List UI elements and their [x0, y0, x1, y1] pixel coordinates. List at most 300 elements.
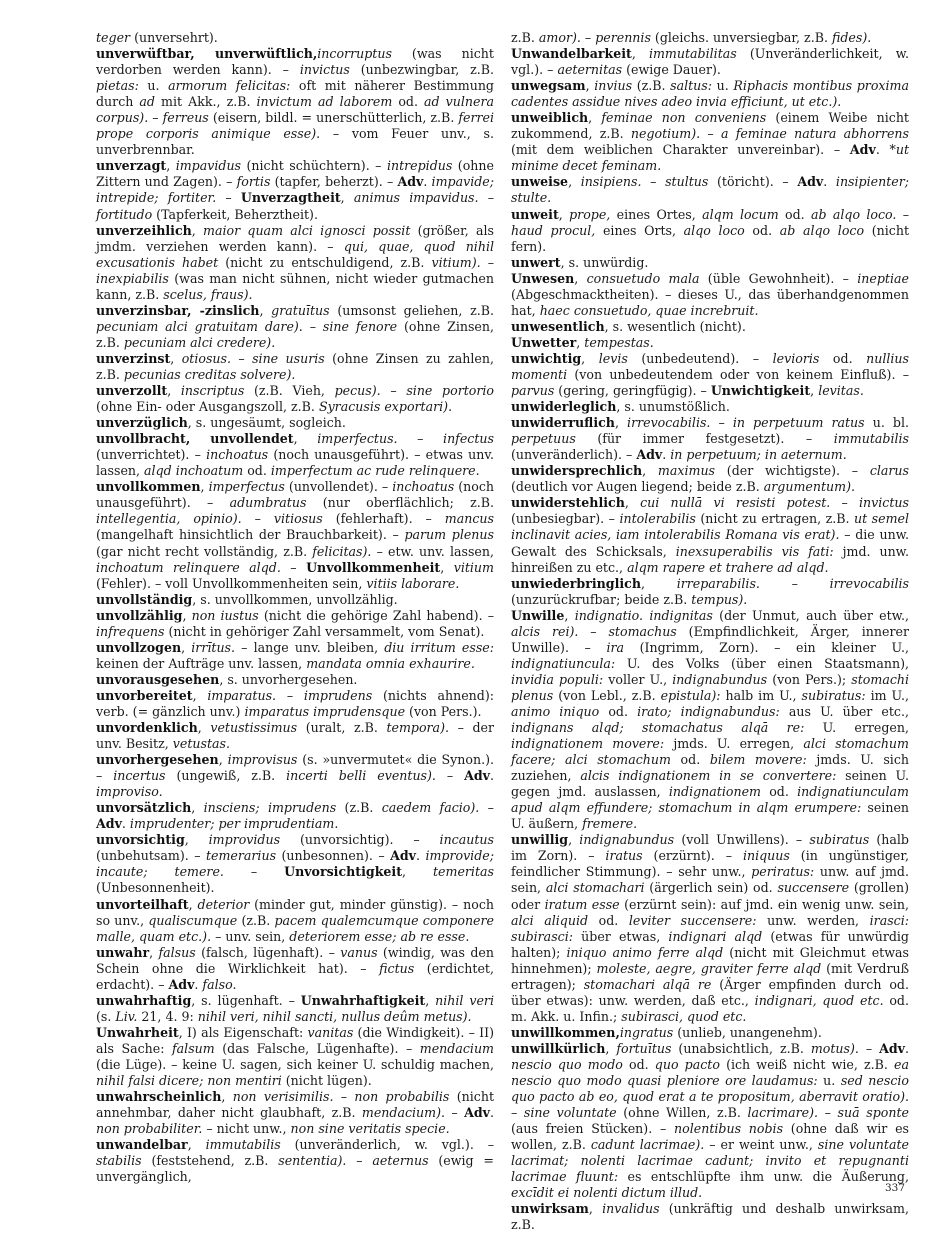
latin-term: insipienter; stulte.: [511, 174, 909, 206]
headword: unwesentlich: [511, 318, 605, 334]
latin-term: incorruptus: [317, 46, 392, 62]
latin-term: suā sponte: [837, 1105, 909, 1121]
latin-term: parum plenus: [404, 527, 494, 543]
entry-text: ,: [200, 479, 209, 495]
entry-text: .: [875, 142, 890, 158]
entry-text: –: [580, 30, 596, 45]
entry-text: –: [380, 383, 407, 399]
dictionary-entry: [96, 832, 494, 896]
latin-term: temerarius: [205, 848, 277, 864]
entry-text: ,: [191, 222, 204, 238]
latin-term: vitium).: [431, 254, 481, 270]
entry-text: (mangelhaft hinsichtlich der Brauchbarkeit). –: [96, 527, 405, 543]
latin-term: fides).: [831, 30, 872, 45]
entry-text: .: [904, 1040, 909, 1056]
dictionary-entry: [96, 720, 494, 752]
entry-text: od.: [819, 350, 867, 366]
entry-text: (aus freien Stücken). –: [511, 1121, 675, 1137]
headword: Adv: [96, 816, 122, 832]
dictionary-entry: [96, 351, 494, 383]
headword: unweit: [511, 206, 559, 222]
entry-text: jmd. unw. hinreißen zu etc.,: [511, 543, 909, 575]
entry-text: (Ingrimm, Zorn). – ein kleiner U.,: [624, 639, 909, 655]
entry-text: im U.,: [865, 687, 909, 703]
entry-text: (das Falsche, Lügenhafte). –: [214, 1040, 420, 1056]
page-number: 337: [884, 1182, 905, 1194]
latin-term: vanus: [340, 944, 378, 960]
entry-text: .: [489, 768, 494, 784]
entry-text: , s. unwürdig.: [560, 254, 649, 270]
entry-text: –: [641, 174, 666, 190]
entry-text: oft mit näherer Bestimmung durch: [96, 78, 494, 110]
headword: unwichtig: [511, 350, 582, 366]
dictionary-entry: [511, 576, 909, 608]
latin-term: improvide; incaute; temere.: [96, 848, 494, 880]
headword: unwillkürlich: [511, 1040, 606, 1056]
latin-term: vitium: [453, 559, 494, 575]
entry-text: (fehlerhaft). –: [322, 511, 445, 527]
entry-text: ,: [425, 992, 436, 1008]
entry-text: ,: [585, 78, 595, 94]
entry-text: –: [397, 431, 444, 447]
latin-term: intellegentia, opinio).: [96, 511, 242, 527]
dictionary-entry: [511, 335, 909, 351]
latin-term: ineptiae: [857, 270, 909, 286]
entry-text: (uralt, z.B.: [297, 720, 387, 736]
latin-term: mendacium).: [361, 1105, 446, 1121]
entry-text: –: [700, 126, 721, 142]
entry-text: (ohne Zinsen zu zahlen, z.B.: [96, 350, 494, 382]
latin-term: irrītus.: [191, 639, 236, 655]
latin-term: haud procul,: [511, 222, 596, 238]
entry-text: ,: [259, 302, 272, 318]
dictionary-entry: [511, 608, 909, 833]
entry-text: , s. unvollkommen, unvollzählig.: [192, 591, 398, 607]
headword: Adv: [636, 447, 663, 463]
latin-term: imprudens: [303, 687, 373, 703]
latin-term: qui, quae, quod nihil excusationis habet: [96, 238, 494, 270]
entry-text: –: [280, 559, 307, 575]
latin-term: indignans alqd; stomachatus alqā re:: [511, 720, 805, 736]
entry-text: ,: [631, 46, 649, 62]
latin-term: maximus: [657, 463, 716, 479]
latin-term: irasci: subirasci:: [511, 912, 909, 944]
latin-term: non iustus: [191, 607, 259, 623]
latin-term: inexsuperabilis vis fati:: [675, 543, 834, 559]
latin-term: nihil veri: [435, 992, 494, 1008]
latin-term: ab alqo loco.: [810, 206, 897, 222]
latin-term: inchoatus: [392, 479, 455, 495]
latin-term: succensere: [777, 880, 850, 896]
entry-text: (z.B.: [632, 78, 671, 94]
entry-text: ,: [181, 639, 192, 655]
latin-term: irrevocabilis: [829, 575, 909, 591]
entry-text: , s. ungesäumt, sogleich.: [187, 415, 346, 431]
latin-term: prope,: [569, 206, 611, 222]
entry-text: (für immer festgesetzt). –: [575, 431, 834, 447]
entry-text: (nur oberflächlich; z.B.: [306, 495, 494, 511]
headword: Unwandelbarkeit: [511, 46, 632, 62]
entry-text: (unveränderlich). –: [511, 447, 637, 463]
latin-term: alci stomachum facere; alci stomachum: [511, 736, 909, 768]
headword: Unwahrhaftigkeit: [300, 992, 426, 1008]
latin-term: vetustissimus: [210, 720, 298, 736]
entry-text: .: [415, 848, 426, 864]
dictionary-entry: [96, 383, 494, 415]
entry-text: (Ärger empfinden durch od. über etwas): unw. werden, daß etc.,: [511, 976, 909, 1008]
dictionary-entry: [511, 46, 909, 78]
entry-text: , I) als Eigenschaft:: [178, 1024, 308, 1040]
entry-text: ,: [576, 334, 585, 350]
latin-term: alqm locum: [702, 206, 779, 222]
latin-term: ingratus: [619, 1024, 674, 1040]
latin-term: teger: [96, 30, 131, 45]
latin-term: indignabundus: [672, 671, 768, 687]
latin-term: negotium).: [630, 126, 701, 142]
headword: unwahrscheinlich: [96, 1089, 222, 1105]
entry-text: halb im U.,: [720, 687, 802, 703]
latin-term: imprudenter; per imprudentiam.: [129, 816, 339, 832]
entry-text: – unv. sein,: [211, 928, 290, 944]
latin-term: infectus: [443, 431, 494, 447]
headword: Adv: [390, 848, 416, 864]
dictionary-entry: [96, 479, 494, 591]
headword: Adv: [879, 1040, 905, 1056]
entry-text: (windig, was den Schein ohne die Wirklichkeit hat). –: [96, 944, 494, 976]
entry-text: z.B.: [511, 30, 539, 45]
entry-text: (unabsichtlich, z.B.: [671, 1040, 811, 1056]
latin-term: stabilis: [96, 1153, 142, 1169]
dictionary-entry: [511, 110, 909, 174]
headword: Adv: [464, 1105, 490, 1121]
entry-text: ,: [187, 1137, 206, 1153]
latin-term: feminae non conveniens: [601, 110, 767, 126]
latin-term: qualiscumque: [148, 912, 238, 928]
latin-term: imperfectus: [208, 479, 285, 495]
entry-text: (der Unmut, auch über etw.,: [712, 607, 909, 623]
entry-text: (noch unausgeführt). –: [96, 479, 495, 511]
dictionary-entry: [96, 640, 494, 672]
entry-text: (etwas für unwürdig halten);: [511, 928, 909, 960]
headword: Unwille: [511, 607, 565, 623]
dictionary-entry: [96, 945, 494, 993]
entry-text: od. m. Akk. u. Infin.;: [511, 992, 909, 1024]
headword: unwiderruflich: [511, 415, 615, 431]
entry-text: (ohne Zinsen, z.B.: [96, 318, 494, 350]
entry-text: .: [489, 1105, 494, 1121]
entry-text: (Tapferkeit, Beherztheit).: [152, 206, 318, 222]
entry-text: od.: [778, 206, 811, 222]
latin-term: deterior: [197, 896, 250, 912]
latin-term: non sine veritatis specie.: [290, 1121, 450, 1137]
latin-term: falsum: [172, 1040, 215, 1056]
latin-term: Liv.: [115, 1008, 138, 1024]
entry-text: , s. wesentlich (nicht).: [604, 318, 746, 334]
entry-text: –: [896, 206, 910, 222]
latin-term: irato; indignabundus:: [637, 703, 780, 719]
latin-term: pecus).: [334, 383, 381, 399]
latin-term: improvisus: [227, 752, 298, 768]
entry-text: –: [333, 1089, 355, 1105]
headword: unvorbereitet: [96, 687, 193, 703]
latin-term: pacem qualemcumque componere malle, quam etc.).: [96, 912, 494, 944]
entry-text: (unverrichtet). –: [96, 447, 207, 463]
entry-text: ,: [440, 559, 454, 575]
latin-term: levis: [598, 350, 628, 366]
latin-term: sine portorio: [406, 383, 494, 399]
entry-text: (minder gut, minder günstig). – noch so unv.,: [96, 896, 494, 928]
latin-term: impavide; intrepide; fortiter.: [96, 174, 494, 206]
dictionary-entry: [511, 174, 909, 206]
entry-text: (nicht die gehörige Zahl habend). –: [258, 607, 495, 623]
latin-term: sine voluntate lacrimat; nolenti lacrimae cadunt; invito et repugnanti lacrimae fluunt:: [511, 1137, 909, 1185]
latin-term: adumbratus: [229, 495, 307, 511]
entry-text: (ewige Dauer).: [622, 62, 721, 78]
entry-text: (nicht mit Gleichmut etwas hinnehmen);: [511, 944, 909, 976]
entry-text: (halb im Zorn). –: [511, 832, 909, 864]
entry-text: , s. lügenhaft. –: [191, 992, 301, 1008]
entry-text: – nicht unw.,: [202, 1121, 291, 1137]
entry-text: od.: [599, 703, 638, 719]
entry-text: es entschlüpfte ihm unw. die Äußerung,: [618, 1169, 909, 1185]
latin-term: nihil falsi dicere; non mentiri: [96, 1073, 282, 1089]
entry-text: (umsonst geliehen, z.B.: [329, 302, 494, 318]
entry-text: – lange unv. bleiben,: [235, 639, 385, 655]
headword: unverzeihlich: [96, 222, 192, 238]
headword: Unverzagtheit: [240, 190, 341, 206]
entry-text: (von Pers.).: [405, 703, 482, 719]
latin-term: consuetudo mala: [586, 270, 700, 286]
headword: unwirksam: [511, 1201, 589, 1217]
entry-text: (z.B.: [237, 912, 275, 928]
latin-term: incautus: [439, 832, 494, 848]
latin-term: invidia populi:: [511, 671, 604, 687]
entry-text: seinen U. äußern,: [511, 800, 910, 832]
latin-term: gratuītus: [271, 302, 330, 318]
entry-text: (was man nicht sühnen, nicht wieder gutmachen kann, z.B.: [96, 270, 494, 302]
entry-text: od.: [670, 752, 710, 768]
entry-text: –: [445, 1105, 465, 1121]
entry-text: (Unbesonnenheit).: [96, 880, 215, 896]
entry-text: (Fehler). – voll Unvollkommenheiten sein,: [96, 575, 367, 591]
latin-term: lacrimare).: [747, 1105, 819, 1121]
entry-text: –: [148, 110, 163, 126]
latin-term: indignari, quod etc.: [754, 992, 884, 1008]
latin-term: invalidus: [602, 1201, 660, 1217]
headword: Adv: [849, 142, 876, 158]
entry-text: –: [479, 800, 494, 816]
entry-text: –: [478, 190, 494, 206]
latin-term: stultus: [665, 174, 709, 190]
entry-text: ,: [614, 415, 628, 431]
entry-text: ,: [167, 383, 181, 399]
entry-text: (gleichs. unversiegbar, z.B.: [650, 30, 832, 45]
entry-text: (z.B.: [336, 800, 382, 816]
entry-text: ,: [581, 350, 599, 366]
latin-term: ad: [139, 94, 155, 110]
dictionary-entry: [96, 752, 494, 800]
headword: unweise: [511, 174, 569, 190]
entry-text: –: [435, 768, 465, 784]
entry-text: (der wichtigste). –: [715, 463, 870, 479]
dictionary-entry: [96, 688, 494, 720]
latin-term: tempus).: [691, 591, 748, 607]
entry-text: (mit Verdruß ertragen);: [511, 960, 910, 992]
headword: unvollzählig: [96, 607, 183, 623]
latin-term: falsus: [158, 944, 196, 960]
latin-term: tempestas.: [584, 334, 654, 350]
headword: unwillig: [511, 832, 569, 848]
latin-term: falso.: [202, 976, 237, 992]
latin-term: periratus:: [751, 864, 815, 880]
entry-text: (üble Gewohnheit). –: [699, 270, 858, 286]
entry-text: unw. auf jmd. sein,: [511, 864, 909, 896]
latin-term: nullius momenti: [511, 350, 910, 382]
entry-text: –: [223, 864, 285, 880]
latin-term: perennis: [595, 30, 651, 45]
headword: Adv: [797, 174, 824, 190]
headword: unverzüglich: [96, 415, 188, 431]
entry-text: –: [858, 1040, 880, 1056]
latin-term: caedem facio).: [381, 800, 480, 816]
latin-term: non probabilis: [354, 1089, 450, 1105]
latin-term: subiratus:: [801, 687, 866, 703]
entry-text: (unbezwingbar, z.B.: [349, 62, 494, 78]
entry-text: (unveränderlich, w. vgl.). –: [280, 1137, 494, 1153]
latin-term: pecunias creditas solvere).: [123, 366, 296, 382]
latin-term: iratus: [605, 848, 643, 864]
entry-text: (tapfer, beherzt). –: [270, 174, 398, 190]
latin-term: excīdit ei nolenti dictum illud.: [511, 1185, 703, 1201]
headword: unverzollt: [96, 383, 168, 399]
latin-term: ad vulnera corpus).: [96, 94, 495, 126]
headword: unwillkommen,: [511, 1024, 620, 1040]
entry-text: (s. »unvermutet« die Synon.). –: [96, 752, 495, 784]
dictionary-entry: [511, 399, 909, 415]
entry-text: –: [346, 1153, 373, 1169]
latin-term: immutabilis: [205, 1137, 281, 1153]
entry-text: (gering, geringfügig). –: [554, 383, 711, 399]
latin-term: immutabilitas: [648, 46, 737, 62]
headword: Unwichtigkeit: [710, 383, 811, 399]
latin-term: amor).: [538, 30, 581, 45]
entry-text: – er weint unw.,: [704, 1137, 818, 1153]
entry-text: ,: [605, 1040, 617, 1056]
latin-term: indignationem movere:: [511, 736, 665, 752]
entry-text: (nicht schüchtern). –: [241, 158, 387, 174]
latin-term: invictus: [299, 62, 350, 78]
latin-term: *ut minime decet feminam.: [511, 142, 909, 174]
entry-text: ,: [221, 1089, 233, 1105]
latin-term: leviter succensere:: [628, 912, 757, 928]
latin-term: sine usuris: [252, 350, 325, 366]
entry-text: U. erregen,: [804, 720, 909, 736]
latin-term: subiratus: [809, 832, 870, 848]
entry-text: u. bl.: [864, 415, 909, 431]
entry-text: –: [302, 318, 323, 334]
headword: unverzagt: [96, 158, 167, 174]
latin-term: iniquo animo ferre alqd: [566, 944, 724, 960]
entry-text: .: [423, 174, 432, 190]
dictionary-entry: [511, 832, 909, 1025]
headword: unverzinst: [96, 350, 171, 366]
entry-text: ,: [624, 495, 641, 511]
latin-term: perpetuus: [511, 431, 576, 447]
latin-term: nolentibus nobis: [674, 1121, 784, 1137]
headword: Adv: [397, 174, 424, 190]
entry-text: (ohne Willen, z.B.: [616, 1105, 748, 1121]
latin-term: vitiosus: [273, 511, 323, 527]
dictionary-entry: [511, 271, 909, 319]
headword: Unvorsichtigkeit: [284, 864, 403, 880]
latin-term: improvidus: [208, 832, 281, 848]
latin-term: indignatiunculam apud alqm effundere; stomachum in alqm erumpere:: [511, 784, 909, 816]
latin-term: motus).: [810, 1040, 859, 1056]
left-column: [96, 30, 494, 1185]
latin-term: stomachari alqā re: [583, 976, 712, 992]
latin-term: non probabiliter.: [96, 1121, 203, 1137]
entry-text: ,: [191, 800, 204, 816]
dictionary-entry: [96, 800, 494, 832]
entry-text: voller U.,: [603, 671, 673, 687]
dictionary-entry: [96, 993, 494, 1025]
latin-term: pecuniam alci gratuitam dare).: [96, 318, 303, 334]
entry-text: –: [830, 495, 860, 511]
entry-text: ,: [188, 896, 198, 912]
entry-text: (die Lüge). – keine U. sagen, sich keiner U. schuldig machen,: [96, 1057, 494, 1072]
entry-text: (nicht in gehöriger Zahl versammelt, vom Senat).: [164, 623, 485, 639]
entry-text: jmds. U. sich zuziehen,: [511, 752, 910, 784]
latin-term: levioris: [772, 350, 820, 366]
latin-term: pietas:: [96, 78, 139, 94]
entry-text: (gar nicht recht vollständig, z.B.: [96, 543, 313, 559]
latin-term: parvus: [511, 383, 555, 399]
latin-term: maior quam alci ignosci possit: [203, 222, 411, 238]
entry-text: od.: [243, 463, 271, 479]
entry-text: – der unv. Besitz,: [96, 720, 494, 752]
entry-text: (Empfindlichkeit, Ärger, innerer Unwille). –: [511, 623, 909, 655]
entry-text: über etwas,: [572, 928, 669, 944]
latin-term: subirasci, quod etc.: [621, 1008, 747, 1024]
entry-text: (feststehend, z.B.: [141, 1153, 279, 1169]
entry-text: ,: [568, 174, 581, 190]
headword: unverzinsbar, -zinslich: [96, 302, 260, 318]
latin-term: felicitas).: [312, 543, 372, 559]
entry-text: –: [759, 575, 830, 591]
headword: Adv: [168, 976, 195, 992]
latin-term: vanitas: [307, 1024, 354, 1040]
latin-term: mandata omnia exhaurire.: [306, 655, 475, 671]
dictionary-entry: [511, 495, 909, 575]
entry-text: ,: [218, 752, 228, 768]
latin-term: haec consuetudo, quae increbruit.: [539, 302, 759, 318]
latin-term: insipiens.: [580, 174, 642, 190]
entry-text: ,: [558, 206, 570, 222]
entry-text: eines Orts,: [595, 222, 684, 238]
entry-text: ,: [574, 270, 587, 286]
entry-text: (nicht zu entschuldigend, z.B.: [218, 254, 432, 270]
latin-term: insciens; imprudens: [203, 800, 337, 816]
latin-term: vetustas.: [172, 736, 230, 752]
headword: unwert: [511, 254, 561, 270]
entry-text: .: [662, 447, 671, 463]
latin-term: animus impavidus.: [353, 190, 479, 206]
entry-text: u.: [712, 78, 734, 94]
entry-text: –: [480, 254, 495, 270]
dictionary-entry: [96, 30, 494, 46]
latin-term: irreparabilis.: [676, 575, 760, 591]
entry-text: , s. unumstößlich.: [616, 399, 730, 415]
